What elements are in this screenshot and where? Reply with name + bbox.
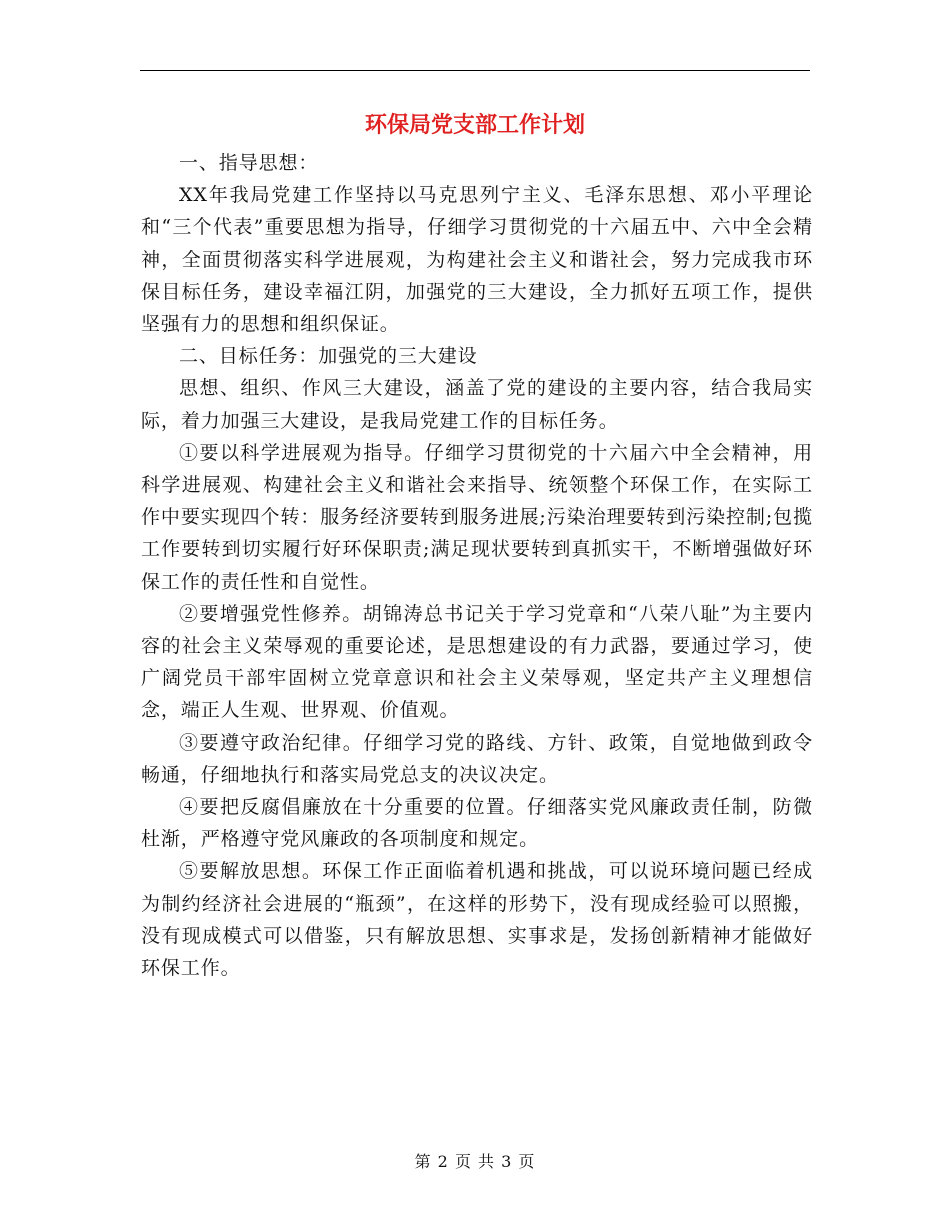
header-rule bbox=[140, 70, 810, 71]
document-body bbox=[141, 147, 813, 984]
paragraph-item-3: ③要遵守政治纪律。仔细学习党的路线、方针、政策，自觉地做到政令畅通，仔细地执行和落实局党总支的决议决定。 bbox=[141, 731, 813, 786]
paragraph-goals-intro: 思想、组织、作风三大建设，涵盖了党的建设的主要内容，结合我局实际，着力加强三大建设，是我局党建工作的目标任务。 bbox=[141, 377, 813, 432]
section-heading-goals: 二、目标任务：加强党的三大建设 bbox=[179, 345, 478, 368]
paragraph-item-2: ②要增强党性修养。胡锦涛总书记关于学习党章和“八荣八耻”为主要内容的社会主义荣辱观的重要论述，是思想建设的有力武器，要通过学习，使广阔党员干部牢固树立党章意识和社会主义荣辱观，坚定共产主义理想信念，端正人生观、世界观、价值观。 bbox=[141, 602, 813, 722]
paragraph-guiding-ideology: XX年我局党建工作坚持以马克思列宁主义、毛泽东思想、邓小平理论和“三个代表”重要思想为指导，仔细学习贯彻党的十六届五中、六中全会精神，全面贯彻落实科学进展观，为构建社会主义和谐社会，努力完成我市环保目标任务，建设幸福江阴，加强党的三大建设，全力抓好五项工作，提供坚强有力的思想和组织保证。 bbox=[141, 184, 813, 336]
paragraph-item-5: ⑤要解放思想。环保工作正面临着机遇和挑战，可以说环境问题已经成为制约经济社会进展的“瓶颈”，在这样的形势下，没有现成经验可以照搬，没有现成模式可以借鉴，只有解放思想、实事求是，发扬创新精神才能做好环保工作。 bbox=[141, 860, 813, 980]
paragraph-item-1: ①要以科学进展观为指导。仔细学习贯彻党的十六届六中全会精神，用科学进展观、构建社会主义和谐社会来指导、统领整个环保工作，在实际工作中要实现四个转：服务经济要转到服务进展;污染治理要转到污染控制;包揽工作要转到切实履行好环保职责;满足现状要转到真抓实干，不断增强做好环保工作的责任性和自觉性。 bbox=[141, 441, 813, 593]
section-heading-guiding-ideology: 一、指导思想： bbox=[179, 152, 319, 174]
document-title: 环保局党支部工作计划 bbox=[364, 113, 585, 138]
paragraph-item-4: ④要把反腐倡廉放在十分重要的位置。仔细落实党风廉政责任制，防微杜渐，严格遵守党风廉政的各项制度和规定。 bbox=[141, 796, 813, 851]
page-number-footer: 第 2 页 共 3 页 bbox=[414, 1152, 536, 1171]
